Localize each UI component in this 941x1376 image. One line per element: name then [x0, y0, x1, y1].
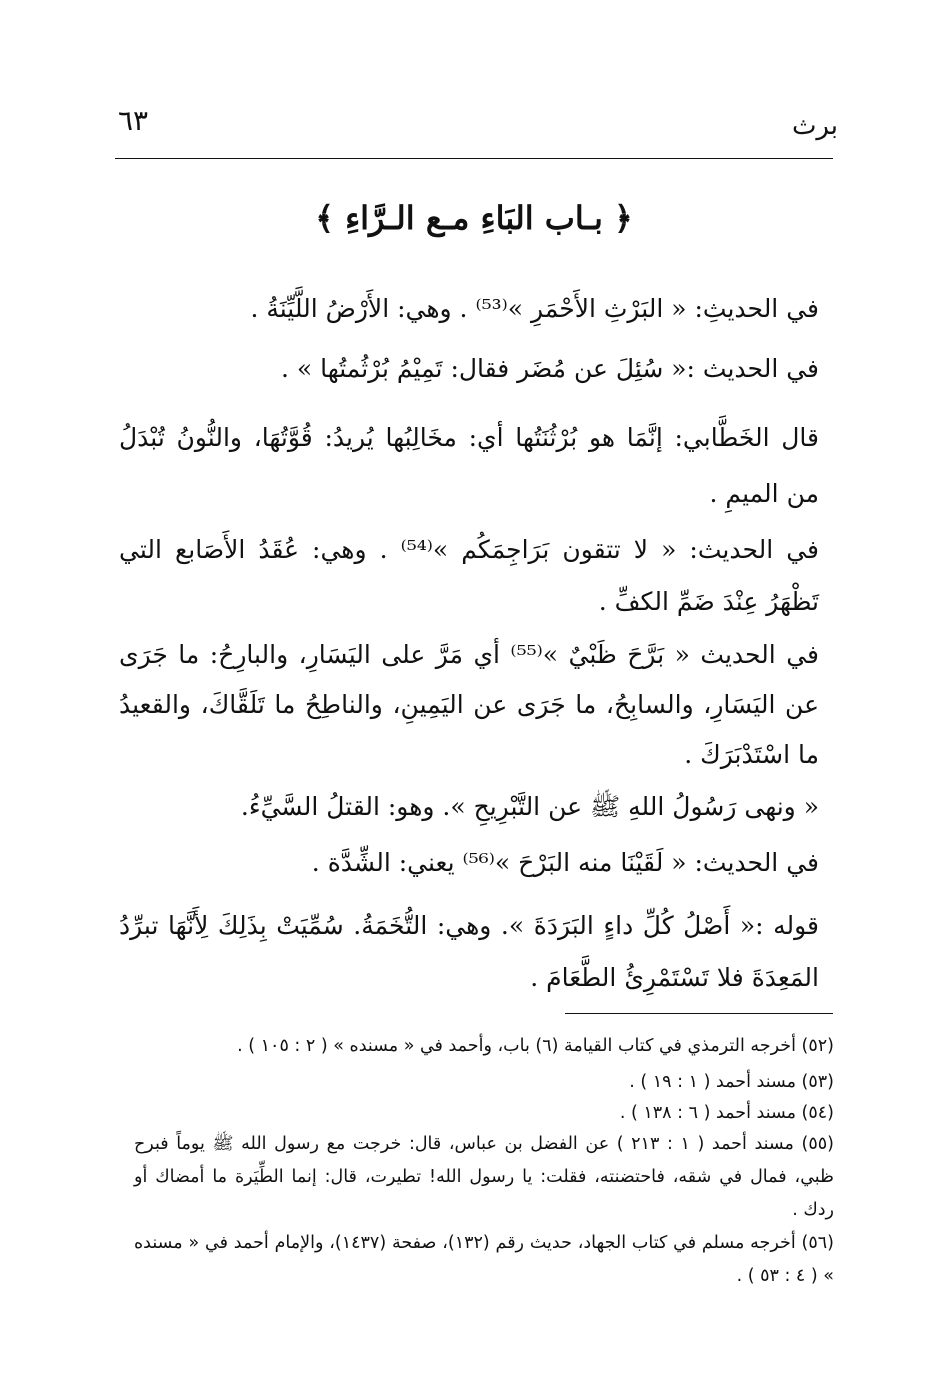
footnote-54: (٥٤) مسند أحمد ( ٦ : ١٣٨ ) . — [619, 1103, 834, 1123]
footnote-52: (٥٢) أخرجه الترمذي في كتاب القيامة (٦) باب، وأحمد في « مسنده » ( ٢ : ١٠٥ ) . — [237, 1036, 834, 1056]
paragraph-3: قال الخَطَّابي: إنَّمَا هو بُرْثُنَتُها أي: مخَالِبُها يُريدُ: قُوَّتُهَا، والنُّونُ تُبْدَلُ من الميمِ . — [119, 423, 819, 508]
footnote-56: (٥٦) أخرجه مسلم في كتاب الجهاد، حديث رقم (١٣٢)، صفحة (١٤٣٧)، والإمام أحمد في « مسنده » ( ٤ : ٥٣ ) . — [134, 1233, 834, 1286]
paragraph-1: في الحديثِ: « البَرْثِ الأَحْمَرِ »⁽⁵³⁾ . وهي: الأَرْضُ اللَّيِّنَةُ . — [250, 294, 819, 323]
paragraph-4: في الحديث: « لا تتقون بَرَاجِمَكُم »⁽⁵⁴⁾ . وهي: عُقَدُ الأَصَابع التي تَظْهَرُ عِنْدَ ضَمِّ الكفِّ . — [119, 535, 820, 616]
chapter-title: ﴿ بـاب البَاءِ مـع الـرَّاءِ ﴾ — [315, 199, 633, 237]
footnote-53: (٥٣) مسند أحمد ( ١ : ١٩ ) . — [629, 1072, 834, 1092]
paragraph-2: في الحديث :« سُئِلَ عن مُضَر فقال: تَمِيْمُ بُرْثُمتُها » . — [280, 354, 819, 383]
paragraph-7: في الحديث: « لَقَيْنَا منه البَرْحَ »⁽⁵⁶⁾ يعني: الشِّدَّة . — [311, 848, 819, 877]
paragraph-5: في الحديث « بَرَّحَ ظَبْيٌ »⁽⁵⁵⁾ أي مَرَّ على اليَسَارِ، والبارِحُ: ما جَرَى عن اليَسَارِ، والسابِحُ، ما جَرَى عن اليَمِينِ، والناطِحُ ما تَلَقَّاكَ، والقعيدُ ما اسْتَدْبَرَكَ . — [119, 640, 819, 769]
paragraph-8: قوله :« أَصْلُ كُلِّ داءٍ البَرَدَةَ ». وهي: التُّخَمَةُ. سُمِّيَتْ بِذَلِكَ لِأَنَّهَا تبرِّدُ المَعِدَةَ فلا تَسْتَمْرِئُ الطَّعَامَ . — [119, 911, 819, 992]
footnote-divider — [565, 1013, 833, 1014]
paragraph-6: « ونهى رَسُولُ اللهِ ﷺ عن التَّبْرِيحِ ». وهو: القتلُ السَّيِّءُ. — [240, 792, 819, 821]
running-title: برث — [791, 111, 838, 141]
footnote-55: (٥٥) مسند أحمد ( ١ : ٢١٣ ) عن الفضل بن عباس، قال: خرجت مع رسول الله ﷺ يوماً فبرح ظبي، فمال في شقه، فاحتضنته، فقلت: يا رسول الله! تطيرت، قال: إنما الطِّيَرة ما أمضاك أو ردك . — [134, 1134, 834, 1220]
header-divider — [115, 158, 833, 159]
page-number: ٦٣ — [118, 104, 149, 137]
